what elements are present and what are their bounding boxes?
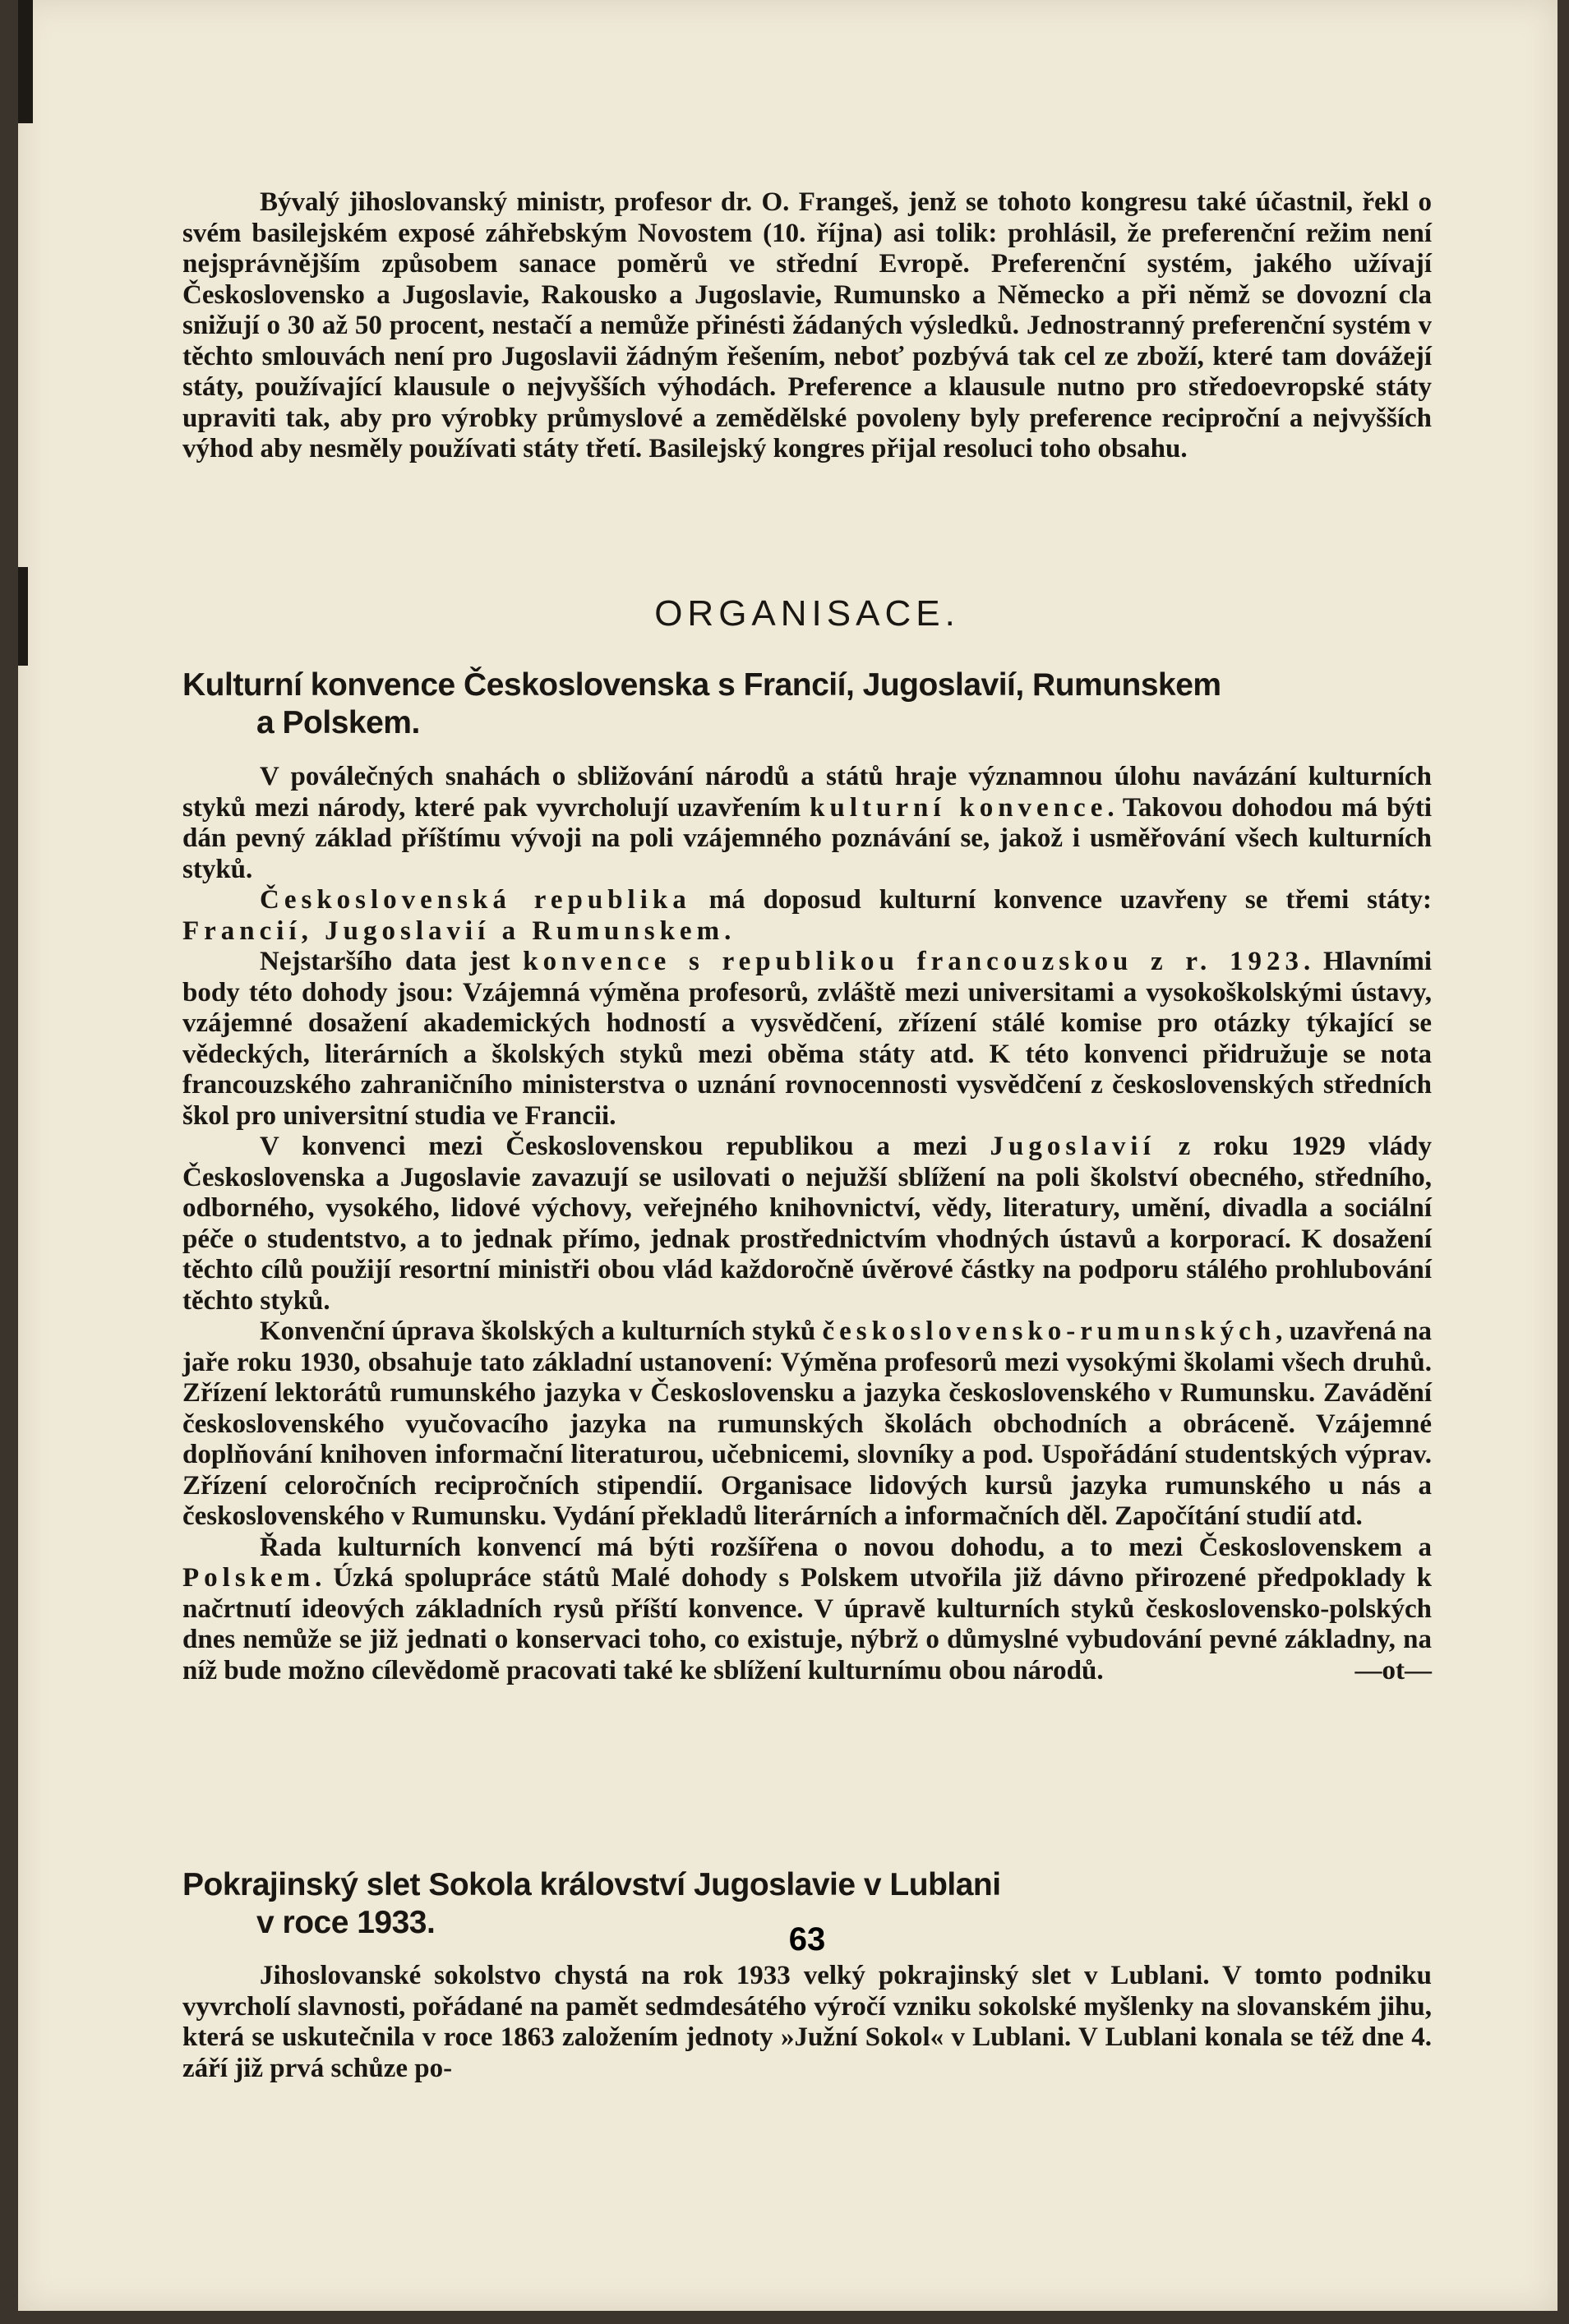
spaced-text: Polskem: [182, 1563, 316, 1593]
text-run: má doposud kulturní konvence uzavřeny se třemi státy:: [690, 885, 1432, 915]
article1-title-line1: Kulturní konvence Československa s Francií, Jugoslavií, Rumunskem: [182, 667, 1221, 703]
text-run: .: [724, 915, 731, 946]
article2-paragraph-1: Jihoslovanské sokolstvo chystá na rok 1933 velký pokrajinský slet v Lublani. V tomto podniku vyvrcholí slavnosti, pořádané na pamět sedmdesátého výročí vzniku sokolské myšlenky na slovanském jihu, která se uskutečnila v roce 1863 založením jednoty »Južní Sokol« v Lublani. V Lublani konala se též dne 4. září již prvá schůze po-: [182, 1961, 1432, 2083]
article1-heading: [182, 666, 1432, 742]
article1-title: [182, 666, 1432, 742]
text-run: Řada kulturních konvencí má býti rozšířena o novou dohodu, a to mezi Československem a: [260, 1532, 1432, 1562]
section-title: ORGANISACE.: [654, 593, 960, 634]
text-run: z roku 1929 vlády Československa a Jugoslavie zavazují se usilovati o nejužší sblížení na poli školství obecného, středního, odborného, vysokého, lidové výchovy, veřejného knihovnictví, vědy, literatury, umění, divadla a sociální péče o studentstvo, a to jednak přímo, jednak prostřednictvím vhodných ústavů a korporací. K dosažení těchto cílů použijí resortní ministři obou vlád každoročně úvěrové částky na podporu stálého prohlubování těchto styků.: [182, 1132, 1432, 1316]
text-run: Nejstaršího data jest: [260, 947, 524, 976]
scanned-page: [18, 0, 1557, 2311]
article2-title-line2: v roce 1933.: [256, 1905, 436, 1940]
spaced-text: československo-rumunských: [822, 1316, 1276, 1346]
article1-paragraph-3: [182, 947, 1432, 1132]
spaced-text: Jugoslavií: [990, 1132, 1156, 1161]
text-run: , uzavřená na jaře roku 1930, obsahuje tato základní ustanovení: Výměna profesorů mezi vysokými školami všech druhů. Zřízení lektorátů rumunského jazyka v Československu a jazyka československého v Rumunsku. Zavádění československého vyučovacího jazyka na rumunských školách obchodních a obráceně. Vzájemné doplňování knihoven informační literaturou, učebnicemi, slovníky a pod. Uspořádání studentských výprav. Zřízení celoročních recipročních stipendií. Organisace lidových kursů jazyka rumunského u nás a československého v Rumunsku. Vydání překladů literárních a informačních děl. Započítání studií atd.: [182, 1316, 1433, 1531]
intro-paragraph: Bývalý jihoslovanský ministr, profesor dr. O. Frangeš, jenž se tohoto kongresu také účastnil, řekl o svém basilejském exposé záhřebským Novostem (10. října) asi tolik: prohlásil, že preferenční režim není nejsprávnějším způsobem sanace poměrů ve střední Evropě. Preferenční systém, jakého užívají Československo a Jugoslavie, Rakousko a Jugoslavie, Rumunsko a Německo a při němž se dovozní cla snižují o 30 až 50 procent, nestačí a nemůže přinésti žádaných výsledků. Jednostranný preferenční systém v těchto smlouvách není pro Jugoslavii žádným řešením, neboť pozbývá tak cel ze zboží, které tam dovážejí státy, používající klausule o nejvyšších výhodách. Preference a klausule nutno pro středoevropské státy upraviti tak, aby pro výrobky průmyslové a zemědělské povoleny byly preference reciproční a nejvyšších výhod aby nesměly používati státy třetí. Basilejský kongres přijal resoluci toho obsahu.: [182, 187, 1432, 463]
article2-title-line1: Pokrajinský slet Sokola království Jugoslavie v Lublani: [182, 1867, 1001, 1902]
binding-edge-mark: [18, 567, 28, 666]
text-run: . Úzká spolupráce států Malé dohody s Polskem utvořila již dávno přirozené předpoklady k načrtnutí ideových základních rysů příští konvence. V úpravě kulturních styků československo-polských dnes nemůže se již jednati o konservaci toho, co existuje, nýbrž o důmyslné vybudování pevné základny, na níž bude možno cílevědomě pracovati také ke sblížení kulturnímu obou národů.: [182, 1563, 1432, 1685]
spaced-text: Francií, Jugoslavií a Rumunskem: [182, 915, 725, 946]
text-run: . Takovou dohodou má býti dán pevný základ příštímu vývoji na poli vzájemného poznávání se, jakož i usměřování všech kulturních styků.: [182, 792, 1432, 884]
text-run: Konvenční úprava školských a kulturních styků: [260, 1316, 823, 1346]
author-signature: —ot—: [1354, 1655, 1432, 1685]
article1-body: [182, 762, 1432, 1686]
page-number: 63: [788, 1921, 826, 1957]
spaced-text: kulturní konvence: [810, 792, 1108, 823]
spaced-text: konvence s republikou francouzskou z r. 1923: [523, 947, 1304, 976]
text-run: V konvenci mezi Československou republikou a mezi: [260, 1132, 990, 1161]
text-run: . Hlavními body této dohody jsou: Vzájemná výměna profesorů, zvláště mezi universitami a vysokoškolskými ústavy, vzájemné dosažení akademických hodností a vysvědčení, zřízení stálé komise pro otázky týkající se vědeckých, literárních a školských styků mezi oběma státy atd. K této konvenci přidružuje se nota francouzského zahraničního ministerstva o uznání rovnocennosti vysvědčení z československých středních škol pro universitní studia ve Francii.: [182, 947, 1432, 1131]
article1-paragraph-6: [182, 1533, 1432, 1687]
intro-block: [182, 187, 1432, 465]
spaced-text: Československá republika: [260, 885, 691, 915]
article1-paragraph-5: [182, 1316, 1432, 1533]
article1-title-line2: a Polskem.: [256, 705, 420, 740]
article1-paragraph-2: [182, 885, 1432, 947]
article1-paragraph-1: [182, 762, 1432, 885]
article1-paragraph-4: [182, 1132, 1432, 1316]
text-run: V poválečných snahách o sbližování národů a států hraje významnou úlohu navázání kulturních styků mezi národy, které pak vyvrcholují uzavřením: [182, 762, 1432, 823]
article2-body: [182, 1961, 1432, 2084]
binding-edge-mark: [18, 0, 33, 123]
